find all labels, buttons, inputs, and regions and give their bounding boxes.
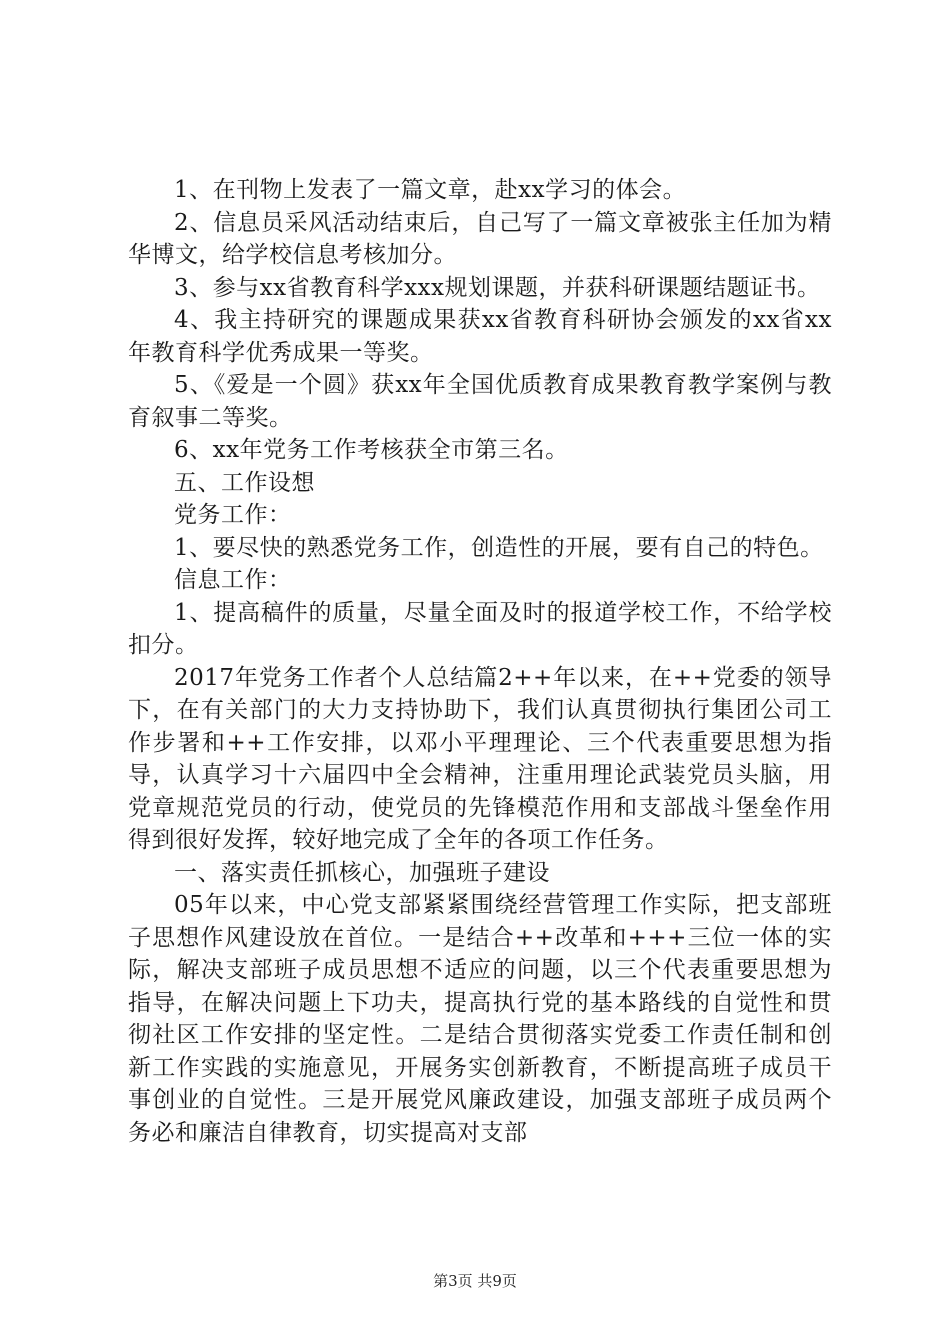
subheading-info-work: 信息工作： [174, 567, 292, 593]
paragraph-item-6: 6、xx年党务工作考核获全市第三名。 [174, 437, 569, 463]
paragraph-item-4: 4、我主持研究的课题成果获xx省教育科研协会颁发的xx省xx年教育科学优秀成果一等奖。 [128, 307, 832, 366]
paragraph-responsibility-body: 05年以来，中心党支部紧紧围绕经营管理工作实际，把支部班子思想作风建设放在首位。一是结合++改革和+++三位一体的实际，解决支部班子成员思想不适应的问题，以三个代表重要思想为指导，在解决问题上下功夫，提高执行党的基本路线的自觉性和贯彻社区工作安排的坚定性。二是结合贯彻落实党委工作责任制和创新工作实践的实施意见，开展务实创新教育，不断提高班子成员干事创业的自觉性。三是开展党风廉政建设，加强支部班子成员两个务必和廉洁自律教育，切实提高对支部 [128, 892, 832, 1146]
paragraph-info-work-1: 1、提高稿件的质量，尽量全面及时的报道学校工作，不给学校扣分。 [128, 599, 832, 658]
section-heading-responsibility: 一、落实责任抓核心，加强班子建设 [174, 859, 550, 886]
paragraph-item-1: 1、在刊物上发表了一篇文章，赴xx学习的体会。 [174, 177, 687, 203]
paragraph-summary-intro: 2017年党务工作者个人总结篇2++年以来，在++党委的领导下，在有关部门的大力支持协助下，我们认真贯彻执行集团公司工作步署和++工作安排，以邓小平理理论、三个代表重要思想为指导，认真学习十六届四中全会精神，注重用理论武装党员头脑，用党章规范党员的行动，使党员的先锋模范作用和支部战斗堡垒作用得到很好发挥，较好地完成了全年的各项工作任务。 [128, 664, 832, 853]
page-number-footer: 第3页 共9页 [433, 1272, 517, 1290]
subheading-party-work: 党务工作： [174, 502, 292, 528]
document-body [128, 174, 832, 1149]
paragraph-item-2: 2、信息员采风活动结束后，自己写了一篇文章被张主任加为精华博文，给学校信息考核加分。 [128, 209, 832, 268]
paragraph-item-5: 5、《爱是一个圆》获xx年全国优质教育成果教育教学案例与教育叙事二等奖。 [128, 372, 832, 431]
section-heading-work-plan: 五、工作设想 [174, 469, 315, 496]
paragraph-item-3: 3、参与xx省教育科学xxx规划课题，并获科研课题结题证书。 [174, 274, 821, 301]
paragraph-party-work-1: 1、要尽快的熟悉党务工作，创造性的开展，要有自己的特色。 [174, 534, 824, 561]
